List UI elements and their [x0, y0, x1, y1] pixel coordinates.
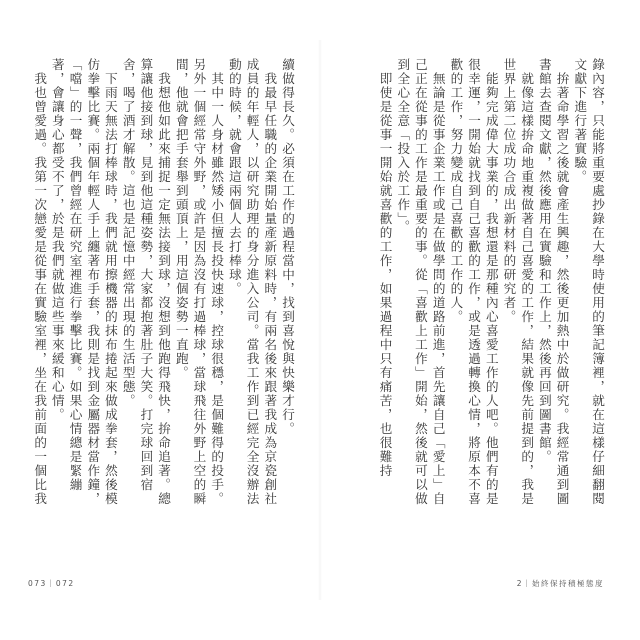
page-gutter [318, 40, 322, 600]
right-page-folio: 2｜始終保持積極態度 [516, 579, 604, 588]
left-page-folio: 073｜072 [28, 579, 75, 588]
left-page-body-text: 續做得長久。必須在工作的過程當中，找到喜悅與快樂才行。 我最早任職的企業開始量產新原料時，有兩名後來跟著我成為京瓷創社成員的年輕人，以研究助理的身分進入公司。當我工作到已經完全沒辦法動的時候，就會跟這兩個人去打棒球。 其中一人身材雖然矮小但擅長投快速球，控球很穩，是個難得的投手。另外一個經常守外野，或許是因為沒有打過棒球，當球飛往外野上空的瞬間，他就會把手套舉到頭頂上，用這個姿勢一直跑。 我想他如此來捕捉一定無法接到球，沒想到他跑得飛快，拚命追著。總算讓他接到球，見到他這種姿勢，大家都抱著肚子大笑。打完球回到宿舍，喝了酒才解散。這也是記憶中經常出現的生活型態。 下雨天無法打棒球時，我們就用擦機器的抹布捲起來做成拳套，然後模仿拳擊比賽。兩個年輕人手上纏著布手套，我則是找到金屬器材當作鐘，「噹」的一聲，我們曾經在研究室裡進行拳擊比賽。如果心情總是緊繃著，會讓身心都受不了，於是我們就做這些事來緩和心情。 我也曾愛過。我第一次戀愛是從事在實驗室裡，坐在我前面的一個比我 [32, 58, 295, 506]
right-page-body-text: 錄內容，只能將重要處抄錄在大學時使用的筆記簿裡，就在這樣仔細翻閱文獻下進行著實驗。 拚著命學習之後就會產生興趣，然後更加熱中於做研究。我經常通到圖書館去查閱文獻，然後應用在實驗和工作上，然後再回到圖書館。 就像這樣拚命地重複做著自己喜愛的工作，結果就像先前提到的，我是世界上第二位成功合成出新材料的研究者。 能夠完成偉大事業的，我想還是那種內心喜愛工作的人吧。他們有的是很幸運，一開始就找到自己喜歡的工作，或是透過轉換心情，將原本不喜歡的工作，努力變成自己喜歡的工作的人。 無論是從事企業工作或是在做學問的道路前進，首先讓自己「愛上」自己正在從事的工作是最重要的事。從「喜歡上工作」開始，然後就可以做到全心全意「投入於工作」。 即使是從事一開始就喜歡的工作，如果過程中只有痛苦，也很難持 [377, 58, 605, 506]
right-page [334, 58, 606, 588]
left-page [28, 58, 296, 588]
